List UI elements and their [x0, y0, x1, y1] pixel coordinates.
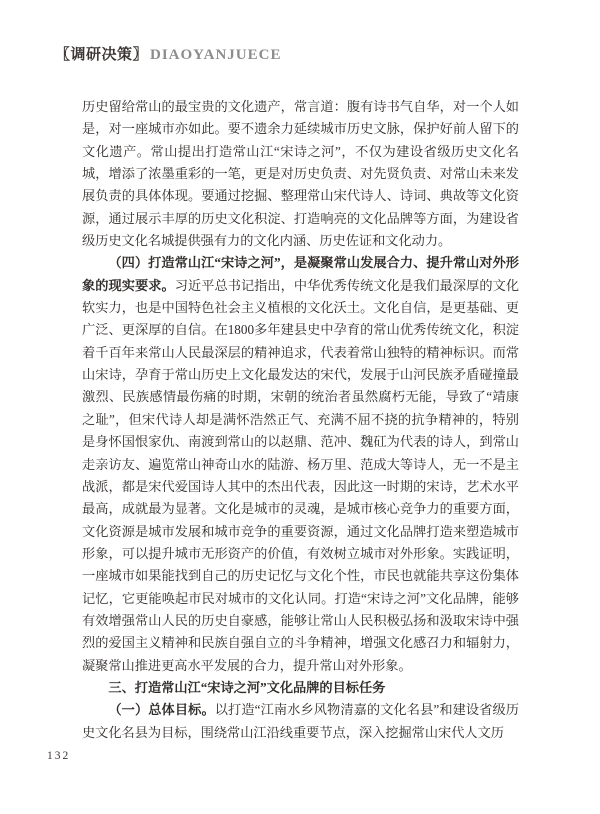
text-run: （四）打造常山江“宋诗之河”，是凝聚常山发展合力、提升常山对外形象的现实要求。	[82, 255, 519, 293]
page-number: 132	[47, 750, 71, 762]
text-run: 历史留给常山的最宝贵的文化遗产，常言道：腹有诗书气自华，对一个人如是，对一座城市亦如此。要不遗余力延续城市历史文脉，保护好前人留下的文化遗产。常山提出打造常山江“宋诗之河”，不仅为建设省级历史文化名城，增添了浓墨重彩的一笔，更是对历史负责、对先贤负责、对常山未来发展负责的具体体现。要通过挖掘、整理常山宋代诗人、诗词、典故等文化资源，通过展示丰厚的历史文化积淀、打造响亮的文化品牌等方面，为建设省级历史文化名城提供强有力的文化内涵、历史佐证和文化动力。	[82, 99, 519, 249]
page-header	[55, 43, 281, 64]
paragraph	[82, 96, 519, 252]
paragraph	[82, 252, 519, 677]
document-body	[82, 96, 519, 744]
paragraph	[82, 677, 519, 699]
paragraph	[82, 699, 519, 744]
text-run: （一）总体目标。	[108, 702, 215, 718]
journal-brand-cn: 〖调研决策〗	[55, 47, 149, 63]
journal-brand-en: DIAOYANJUECE	[150, 47, 282, 63]
text-run: 以打造“江南水乡风物清嘉的文化名县”和建设省级历史文化名县为目标，围绕常山江沿线重要节点，深入挖掘常山宋代人文历	[82, 702, 519, 740]
text-run: 三、打造常山江“宋诗之河”文化品牌的目标任务	[108, 679, 386, 695]
text-run: 习近平总书记指出，中华优秀传统文化是我们最深厚的文化软实力，也是中国特色社会主义植根的文化沃土。文化自信，是更基础、更广泛、更深厚的自信。在1800多年建县史中孕育的常山优秀传统文化，积淀着千百年来常山人民最深层的精神追求，代表着常山独特的精神标识。而常山宋诗，孕育于常山历史上文化最发达的宋代，发展于山河民族矛盾碰撞最激烈、民族感情最伤痛的时期，宋朝的统治者虽然腐朽无能，导致了“靖康之耻”，但宋代诗人却是满怀浩然正气、充满不屈不挠的抗争精神的，特别是身怀国恨家仇、南渡到常山的以赵鼎、范冲、魏矼为代表的诗人，到常山走亲访友、遍览常山神奇山水的陆游、杨万里、范成大等诗人，无一不是主战派，都是宋代爱国诗人其中的杰出代表，因此这一时期的宋诗，艺术水平最高，成就最为显著。文化是城市的灵魂，是城市核心竞争力的重要方面，文化资源是城市发展和城市竞争的重要资源，通过文化品牌打造来塑造城市形象，可以提升城市无形资产的价值，有效树立城市对外形象。实践证明，一座城市如果能找到自己的历史记忆与文化个性，市民也就能共享这份集体记忆，它更能唤起市民对城市的文化认同。打造“宋诗之河”文化品牌，能够有效增强常山人民的历史自豪感，能够让常山人民积极弘扬和汲取宋诗中强烈的爱国主义精神和民族自强自立的斗争精神，增强文化感召力和辐射力，凝聚常山推进更高水平发展的合力，提升常山对外形象。	[82, 277, 520, 673]
